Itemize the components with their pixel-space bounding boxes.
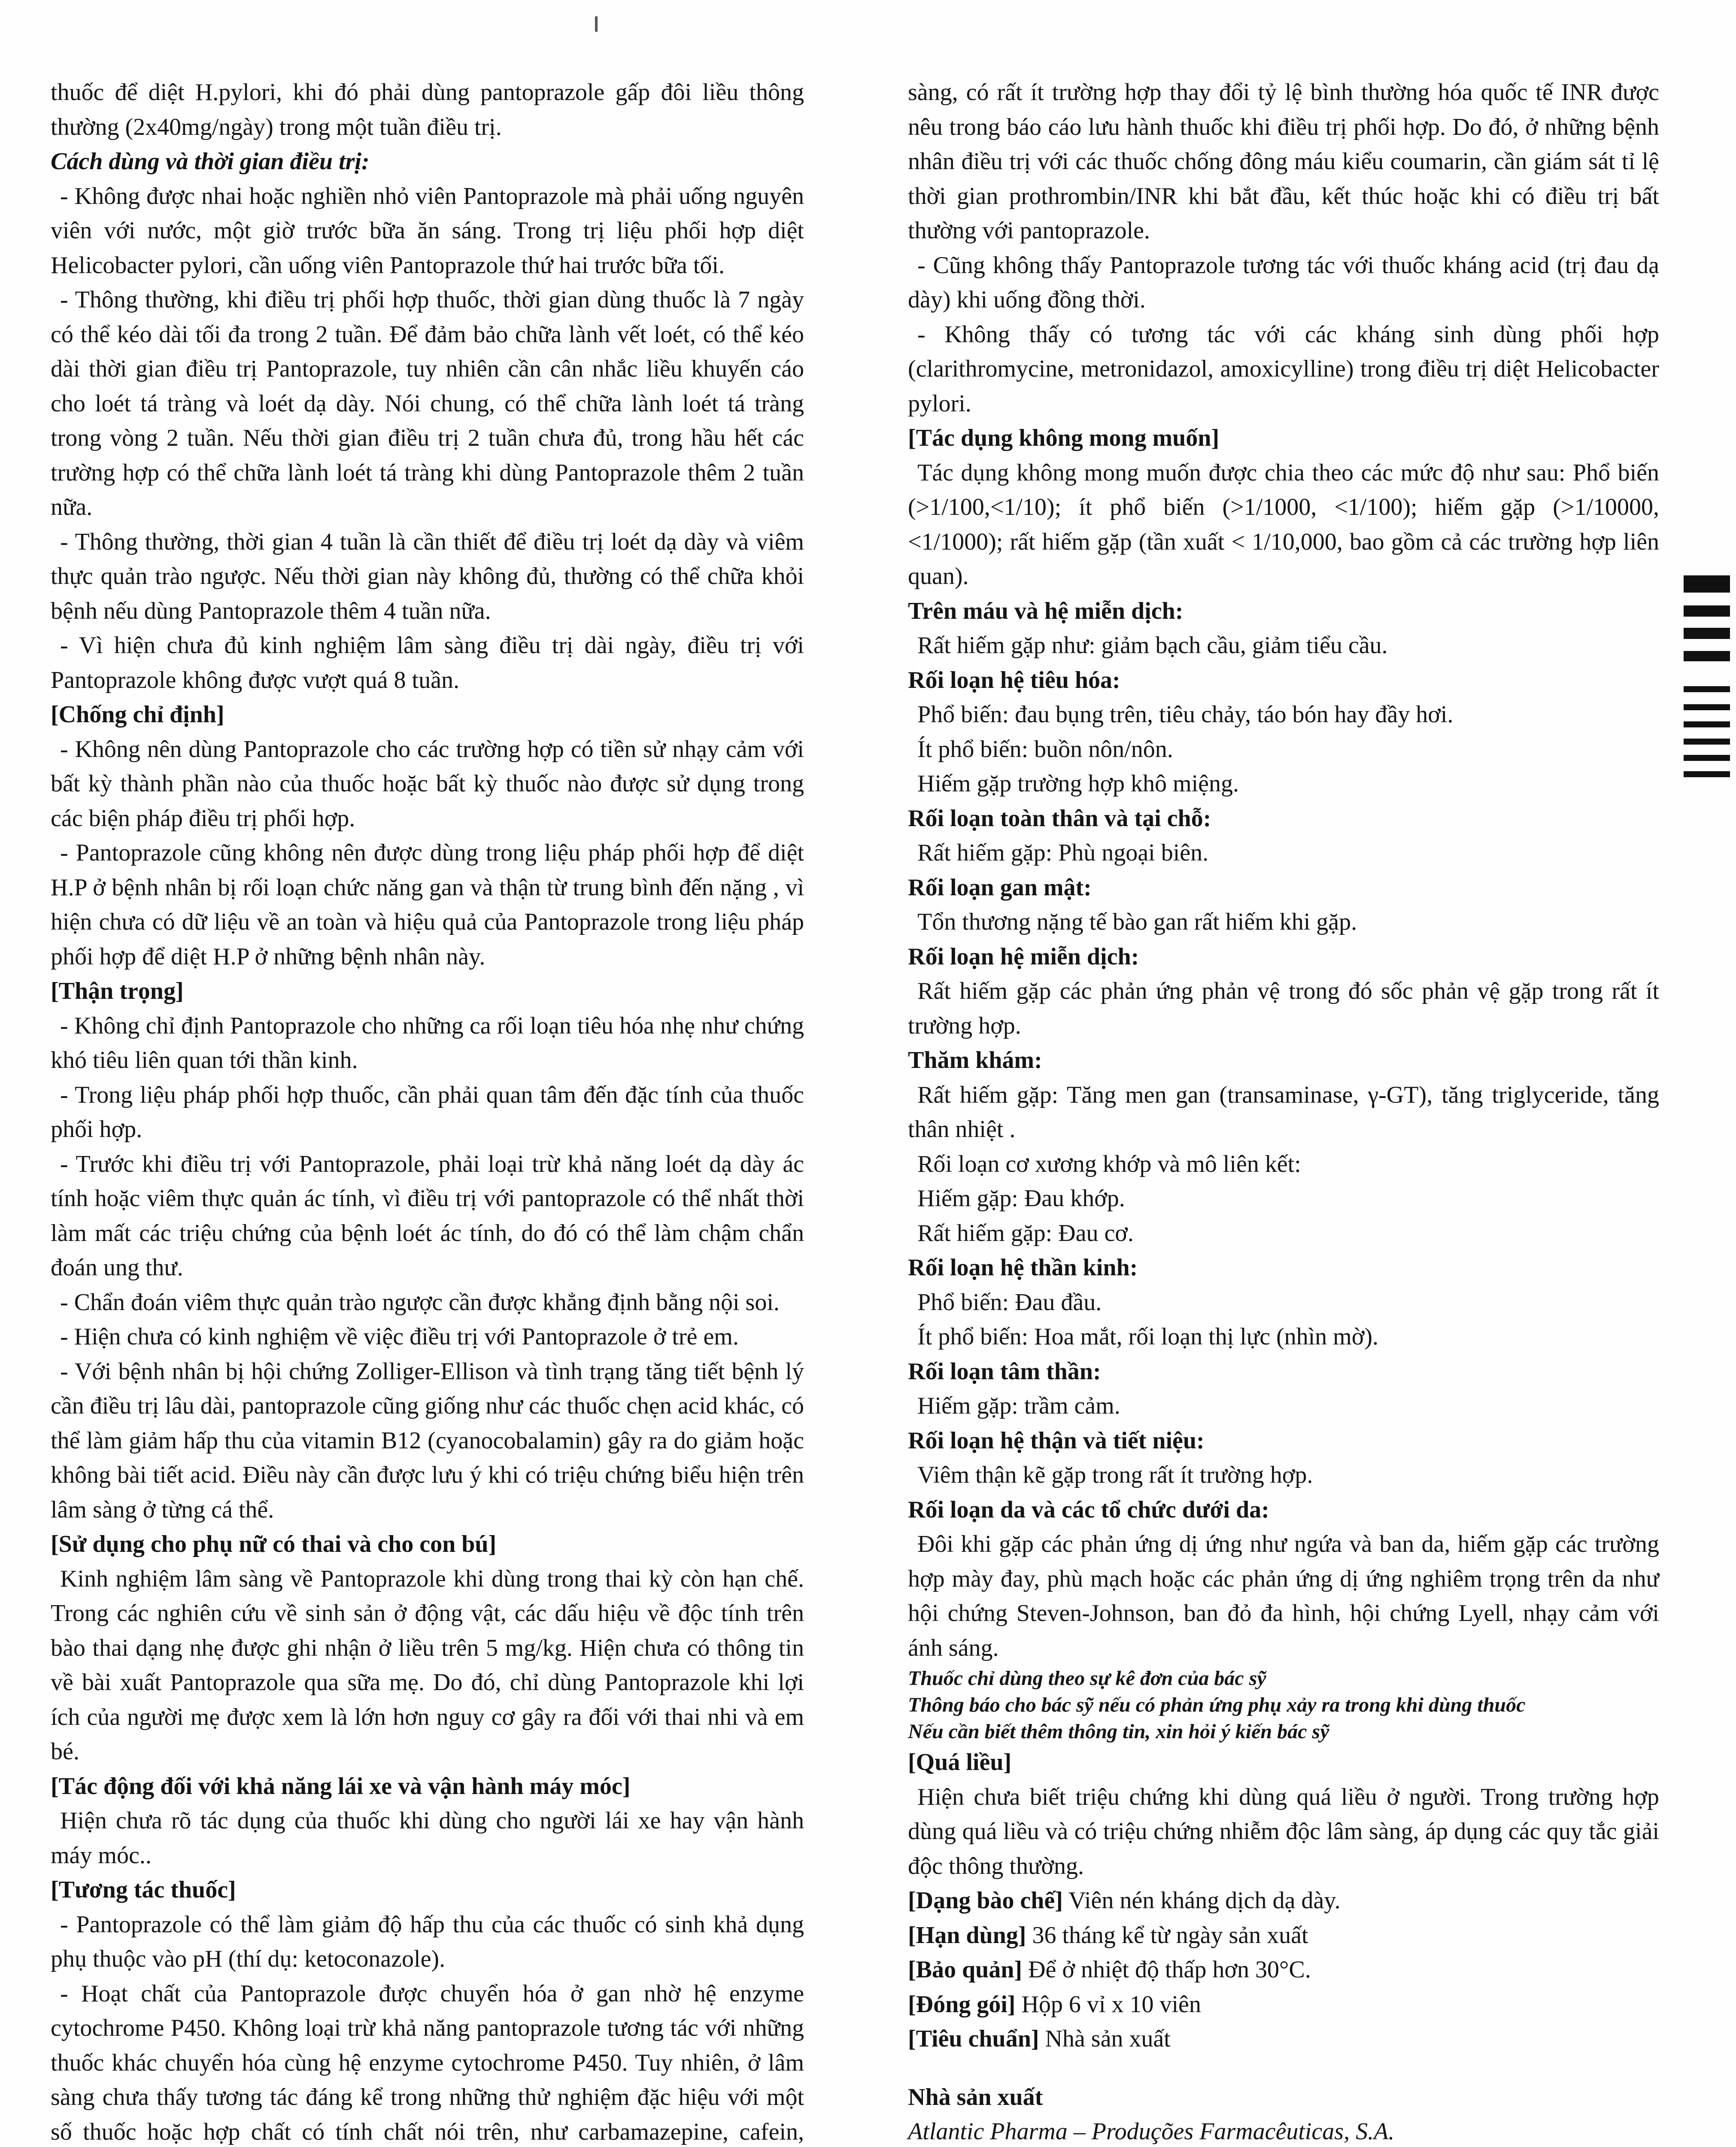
spec-line (908, 1918, 1659, 1953)
contraindication-paragraph: - Không nên dùng Pantoprazole cho các trường hợp có tiền sử nhạy cảm với bất kỳ thành phần nào của thuốc hoặc bất kỳ thuốc nào được sử dụng trong các biện pháp điều trị phối hợp. (51, 736, 804, 832)
interaction-paragraph: - Hoạt chất của Pantoprazole được chuyển hóa ở gan nhờ hệ enzyme cytochrome P450. Không loại trừ khả năng pantoprazole tương tác với những thuốc khác chuyển hóa cùng hệ enzyme cytochrome P450. Tuy nhiên, ở lâm sàng chưa thấy tương tác đáng kể trong những thử nghiệm đặc hiệu với một số thuốc hoặc hợp chất có tính chất nói trên, như carbamazepine, cafein, (51, 1980, 804, 2145)
spec-line (908, 1987, 1659, 2022)
usage-paragraph: - Thông thường, thời gian 4 tuần là cần thiết để điều trị loét dạ dày và viêm thực quản trào ngược. Nếu thời gian này không đủ, thường có thể chữa khỏi bệnh nếu dùng Pantoprazole thêm 4 tuần nữa. (51, 528, 804, 624)
usage-paragraph: - Không được nhai hoặc nghiền nhỏ viên Pantoprazole mà phải uống nguyên viên với nước, một giờ trước bữa ăn sáng. Trong trị liệu phối hợp diệt Helicobacter pylori, cần uống viên Pantoprazole thứ hai trước bữa tối. (51, 182, 804, 279)
pregnancy-heading: [Sử dụng cho phụ nữ có thai và cho con bú] (51, 1531, 497, 1557)
nerve-item: Ít phổ biến: Hoa mắt, rối loạn thị lực (nhìn mờ). (917, 1323, 1378, 1350)
stripe (1684, 605, 1730, 617)
exam-heading: Thăm khám: (908, 1047, 1042, 1074)
spec-value: Viên nén kháng dịch dạ dày. (1062, 1887, 1341, 1914)
interaction-continued: sàng, có rất ít trường hợp thay đổi tỷ lệ bình thường hóa quốc tế INR được nêu trong báo cáo lưu hành thuốc khi điều trị phối hợp. Do đó, ở những bệnh nhân điều trị với các thuốc chống đông máu kiểu coumarin, cần giám sát tỉ lệ thời gian prothrombin/INR khi bắt đầu, kết thúc hoặc khi có điều trị bất thường với pantoprazole. (908, 79, 1659, 244)
digestive-item: Phổ biến: đau bụng trên, tiêu chảy, táo bón hay đầy hơi. (917, 701, 1454, 728)
stripe (1684, 755, 1730, 761)
psych-text: Hiếm gặp: trầm cảm. (917, 1393, 1120, 1419)
stripe (1684, 704, 1730, 710)
driving-paragraph: Hiện chưa rõ tác dụng của thuốc khi dùng cho người lái xe hay vận hành máy móc.. (51, 1807, 804, 1869)
general-text: Rất hiếm gặp: Phù ngoại biên. (917, 839, 1209, 866)
caution-paragraph: - Trước khi điều trị với Pantoprazole, phải loại trừ khả năng loét dạ dày ác tính hoặc viêm thực quản ác tính, vì điều trị với pantoprazole có thể nhất thời làm mất các triệu chứng của bệnh loét ác tính, do đó có thể làm chậm chẩn đoán ung thư. (51, 1150, 804, 1281)
left-column (51, 75, 804, 2147)
spec-line (908, 2022, 1659, 2056)
stripe (1684, 628, 1730, 639)
top-center-mark (595, 16, 598, 32)
adverse-intro: Tác dụng không mong muốn được chia theo các mức độ như sau: Phổ biến (>1/100,<1/10); ít phổ biến (>1/1000, <1/100); hiếm gặp (>1/10000, <1/1000); rất hiếm gặp (tần xuất < 1/10,000, bao gồm cả các trường hợp liên quan). (908, 459, 1659, 590)
stripe (1684, 721, 1730, 727)
blood-text: Rất hiếm gặp như: giảm bạch cầu, giảm tiểu cầu. (917, 632, 1388, 659)
spec-label: [Hạn dùng] (908, 1922, 1026, 1949)
driving-heading: [Tác động đối với khả năng lái xe và vận hành máy móc] (51, 1773, 631, 1800)
caution-paragraph: - Trong liệu pháp phối hợp thuốc, cần phải quan tâm đến đặc tính của thuốc phối hợp. (51, 1081, 804, 1143)
stripe (1684, 771, 1730, 777)
pregnancy-paragraph: Kinh nghiệm lâm sàng về Pantoprazole khi dùng trong thai kỳ còn hạn chế. Trong các nghiên cứu về sinh sản ở động vật, các dấu hiệu về độc tính trên bào thai dạng nhẹ được ghi nhận ở liều trên 5 mg/kg. Hiện chưa có thông tin về bài xuất Pantoprazole qua sữa mẹ. Do đó, chỉ dùng Pantoprazole khi lợi ích của người mẹ được xem là lớn hơn nguy cơ gây ra đối với thai nhi và em bé. (51, 1565, 804, 1765)
usage-paragraph: - Thông thường, khi điều trị phối hợp thuốc, thời gian dùng thuốc là 7 ngày có thể kéo dài tối đa trong 2 tuần. Để đảm bảo chữa lành vết loét, có thể kéo dài thời gian điều trị Pantoprazole, tuy nhiên cần cân nhắc liều khuyến cáo cho loét tá tràng và loét dạ dày. Nói chung, có thể chữa lành loét tá tràng trong vòng 2 tuần. Nếu thời gian điều trị 2 tuần chưa đủ, trong hầu hết các trường hợp có thể chữa lành loét tá tràng khi dùng Pantoprazole thêm 2 tuần nữa. (51, 286, 804, 520)
caution-paragraph: - Không chỉ định Pantoprazole cho những ca rối loạn tiêu hóa nhẹ như chứng khó tiêu liên quan tới thần kinh. (51, 1012, 804, 1074)
spec-value: 36 tháng kể từ ngày sản xuất (1026, 1922, 1308, 1949)
interaction-paragraph: - Cũng không thấy Pantoprazole tương tác với thuốc kháng acid (trị đau dạ dày) khi uống đồng thời. (908, 252, 1659, 313)
stripe (1684, 651, 1730, 661)
caution-paragraph: - Với bệnh nhân bị hội chứng Zolliger-Ellison và tình trạng tăng tiết bệnh lý cần điều trị lâu dài, pantoprazole cũng giống như các thuốc chẹn acid khác, có thể làm giảm hấp thu của vitamin B12 (cyanocobalamin) gây ra do giảm hoặc không bài tiết acid. Điều này cần được lưu ý khi có triệu chứng biểu hiện trên lâm sàng ở từng cá thể. (51, 1358, 804, 1523)
caution-paragraph: - Hiện chưa có kinh nghiệm về việc điều trị với Pantoprazole ở trẻ em. (60, 1323, 739, 1350)
interaction-paragraph: - Không thấy có tương tác với các kháng sinh dùng phối hợp (clarithromycine, metronidazol, amoxicylline) trong điều trị diệt Helicobacter pylori. (908, 321, 1659, 417)
info-note: Nếu cần biết thêm thông tin, xin hỏi ý kiến bác sỹ (908, 1720, 1329, 1743)
stripe (1684, 575, 1730, 593)
manufacturer-heading: Nhà sản xuất (908, 2083, 1043, 2111)
spec-label: [Tiêu chuẩn] (908, 2025, 1039, 2052)
kidney-heading: Rối loạn hệ thận và tiết niệu: (908, 1427, 1205, 1454)
report-note: Thông báo cho bác sỹ nếu có phản ứng phụ xảy ra trong khi dùng thuốc (908, 1694, 1526, 1716)
usage-paragraph: - Vì hiện chưa đủ kinh nghiệm lâm sàng điều trị dài ngày, điều trị với Pantoprazole không được vượt quá 8 tuần. (51, 632, 804, 693)
caution-paragraph: - Chẩn đoán viêm thực quản trào ngược cần được khẳng định bằng nội soi. (60, 1289, 780, 1316)
stripe (1684, 739, 1730, 745)
digestive-item: Hiếm gặp trường hợp khô miệng. (917, 770, 1239, 797)
interaction-paragraph: - Pantoprazole có thể làm giảm độ hấp thu của các thuốc có sinh khả dụng phụ thuộc vào pH (thí dụ: ketoconazole). (51, 1911, 804, 1972)
caution-heading: [Thận trọng] (51, 978, 184, 1004)
overdose-heading: [Quá liều] (908, 1749, 1012, 1776)
overdose-text: Hiện chưa biết triệu chứng khi dùng quá liều ở người. Trong trường hợp dùng quá liều và có triệu chứng nhiễm độc lâm sàng, áp dụng các quy tắc giải độc thông thường. (908, 1783, 1659, 1879)
spec-label: [Bảo quản] (908, 1956, 1023, 1983)
musculo-item: Rối loạn cơ xương khớp và mô liên kết: (917, 1150, 1301, 1177)
right-column (908, 75, 1659, 2147)
contraindication-heading: [Chống chỉ định] (51, 701, 225, 728)
print-code-stripes (1684, 575, 1730, 782)
contraindication-paragraph: - Pantoprazole cũng không nên được dùng trong liệu pháp phối hợp để diệt H.P ở bệnh nhân bị rối loạn chức năng gan và thận từ trung bình đến nặng , vì hiện chưa có dữ liệu về an toàn và hiệu quả của Pantoprazole trong liệu pháp phối hợp để diệt H.P ở những bệnh nhân này. (51, 839, 804, 970)
manufacturer-name: Atlantic Pharma – Produções Farmacêuticas, S.A. (908, 2118, 1395, 2145)
spec-label: [Đóng gói] (908, 1991, 1016, 2018)
skin-text: Đôi khi gặp các phản ứng dị ứng như ngứa và ban da, hiếm gặp các trường hợp mày đay, phù mạch hoặc các phản ứng dị ứng nghiêm trọng trên da như hội chứng Steven-Johnson, ban đỏ đa hình, hội chứng Lyell, nhạy cảm với ánh sáng. (908, 1531, 1659, 1661)
liver-heading: Rối loạn gan mật: (908, 874, 1092, 901)
immune-text: Rất hiếm gặp các phản ứng phản vệ trong đó sốc phản vệ gặp trong rất ít trường hợp. (908, 978, 1659, 1039)
nerve-item: Phổ biến: Đau đầu. (917, 1289, 1102, 1316)
kidney-text: Viêm thận kẽ gặp trong rất ít trường hợp. (917, 1462, 1313, 1488)
stripe (1684, 686, 1730, 692)
interaction-heading: [Tương tác thuốc] (51, 1876, 236, 1903)
nerve-heading: Rối loạn hệ thần kinh: (908, 1254, 1138, 1281)
spec-value: Để ở nhiệt độ thấp hơn 30°C. (1022, 1956, 1311, 1983)
spec-line (908, 1883, 1659, 1918)
spec-label: [Dạng bào chế] (908, 1887, 1063, 1914)
skin-heading: Rối loạn da và các tổ chức dưới da: (908, 1496, 1269, 1523)
spec-value: Nhà sản xuất (1039, 2025, 1171, 2052)
musculo-item: Rất hiếm gặp: Đau cơ. (917, 1219, 1134, 1247)
immune-heading: Rối loạn hệ miễn dịch: (908, 943, 1139, 970)
digestive-heading: Rối loạn hệ tiêu hóa: (908, 666, 1120, 693)
general-heading: Rối loạn toàn thân và tại chỗ: (908, 805, 1211, 832)
liver-text: Tổn thương nặng tế bào gan rất hiếm khi gặp. (917, 909, 1357, 935)
spacer (908, 2056, 1659, 2080)
blood-heading: Trên máu và hệ miễn dịch: (908, 597, 1184, 624)
spec-value: Hộp 6 vỉ x 10 viên (1015, 1991, 1201, 2018)
prescription-note: Thuốc chỉ dùng theo sự kê đơn của bác sỹ (908, 1667, 1266, 1690)
digestive-item: Ít phổ biến: buồn nôn/nôn. (917, 736, 1173, 763)
usage-heading: Cách dùng và thời gian điều trị: (51, 148, 370, 175)
adverse-heading: [Tác dụng không mong muốn] (908, 425, 1220, 451)
psych-heading: Rối loạn tâm thần: (908, 1358, 1101, 1385)
musculo-item: Hiếm gặp: Đau khớp. (917, 1185, 1125, 1212)
spec-line (908, 1952, 1659, 1987)
intro-paragraph: thuốc để diệt H.pylori, khi đó phải dùng pantoprazole gấp đôi liều thông thường (2x40mg/ngày) trong một tuần điều trị. (51, 79, 804, 140)
exam-text: Rất hiếm gặp: Tăng men gan (transaminase, γ-GT), tăng triglyceride, tăng thân nhiệt . (908, 1081, 1659, 1143)
